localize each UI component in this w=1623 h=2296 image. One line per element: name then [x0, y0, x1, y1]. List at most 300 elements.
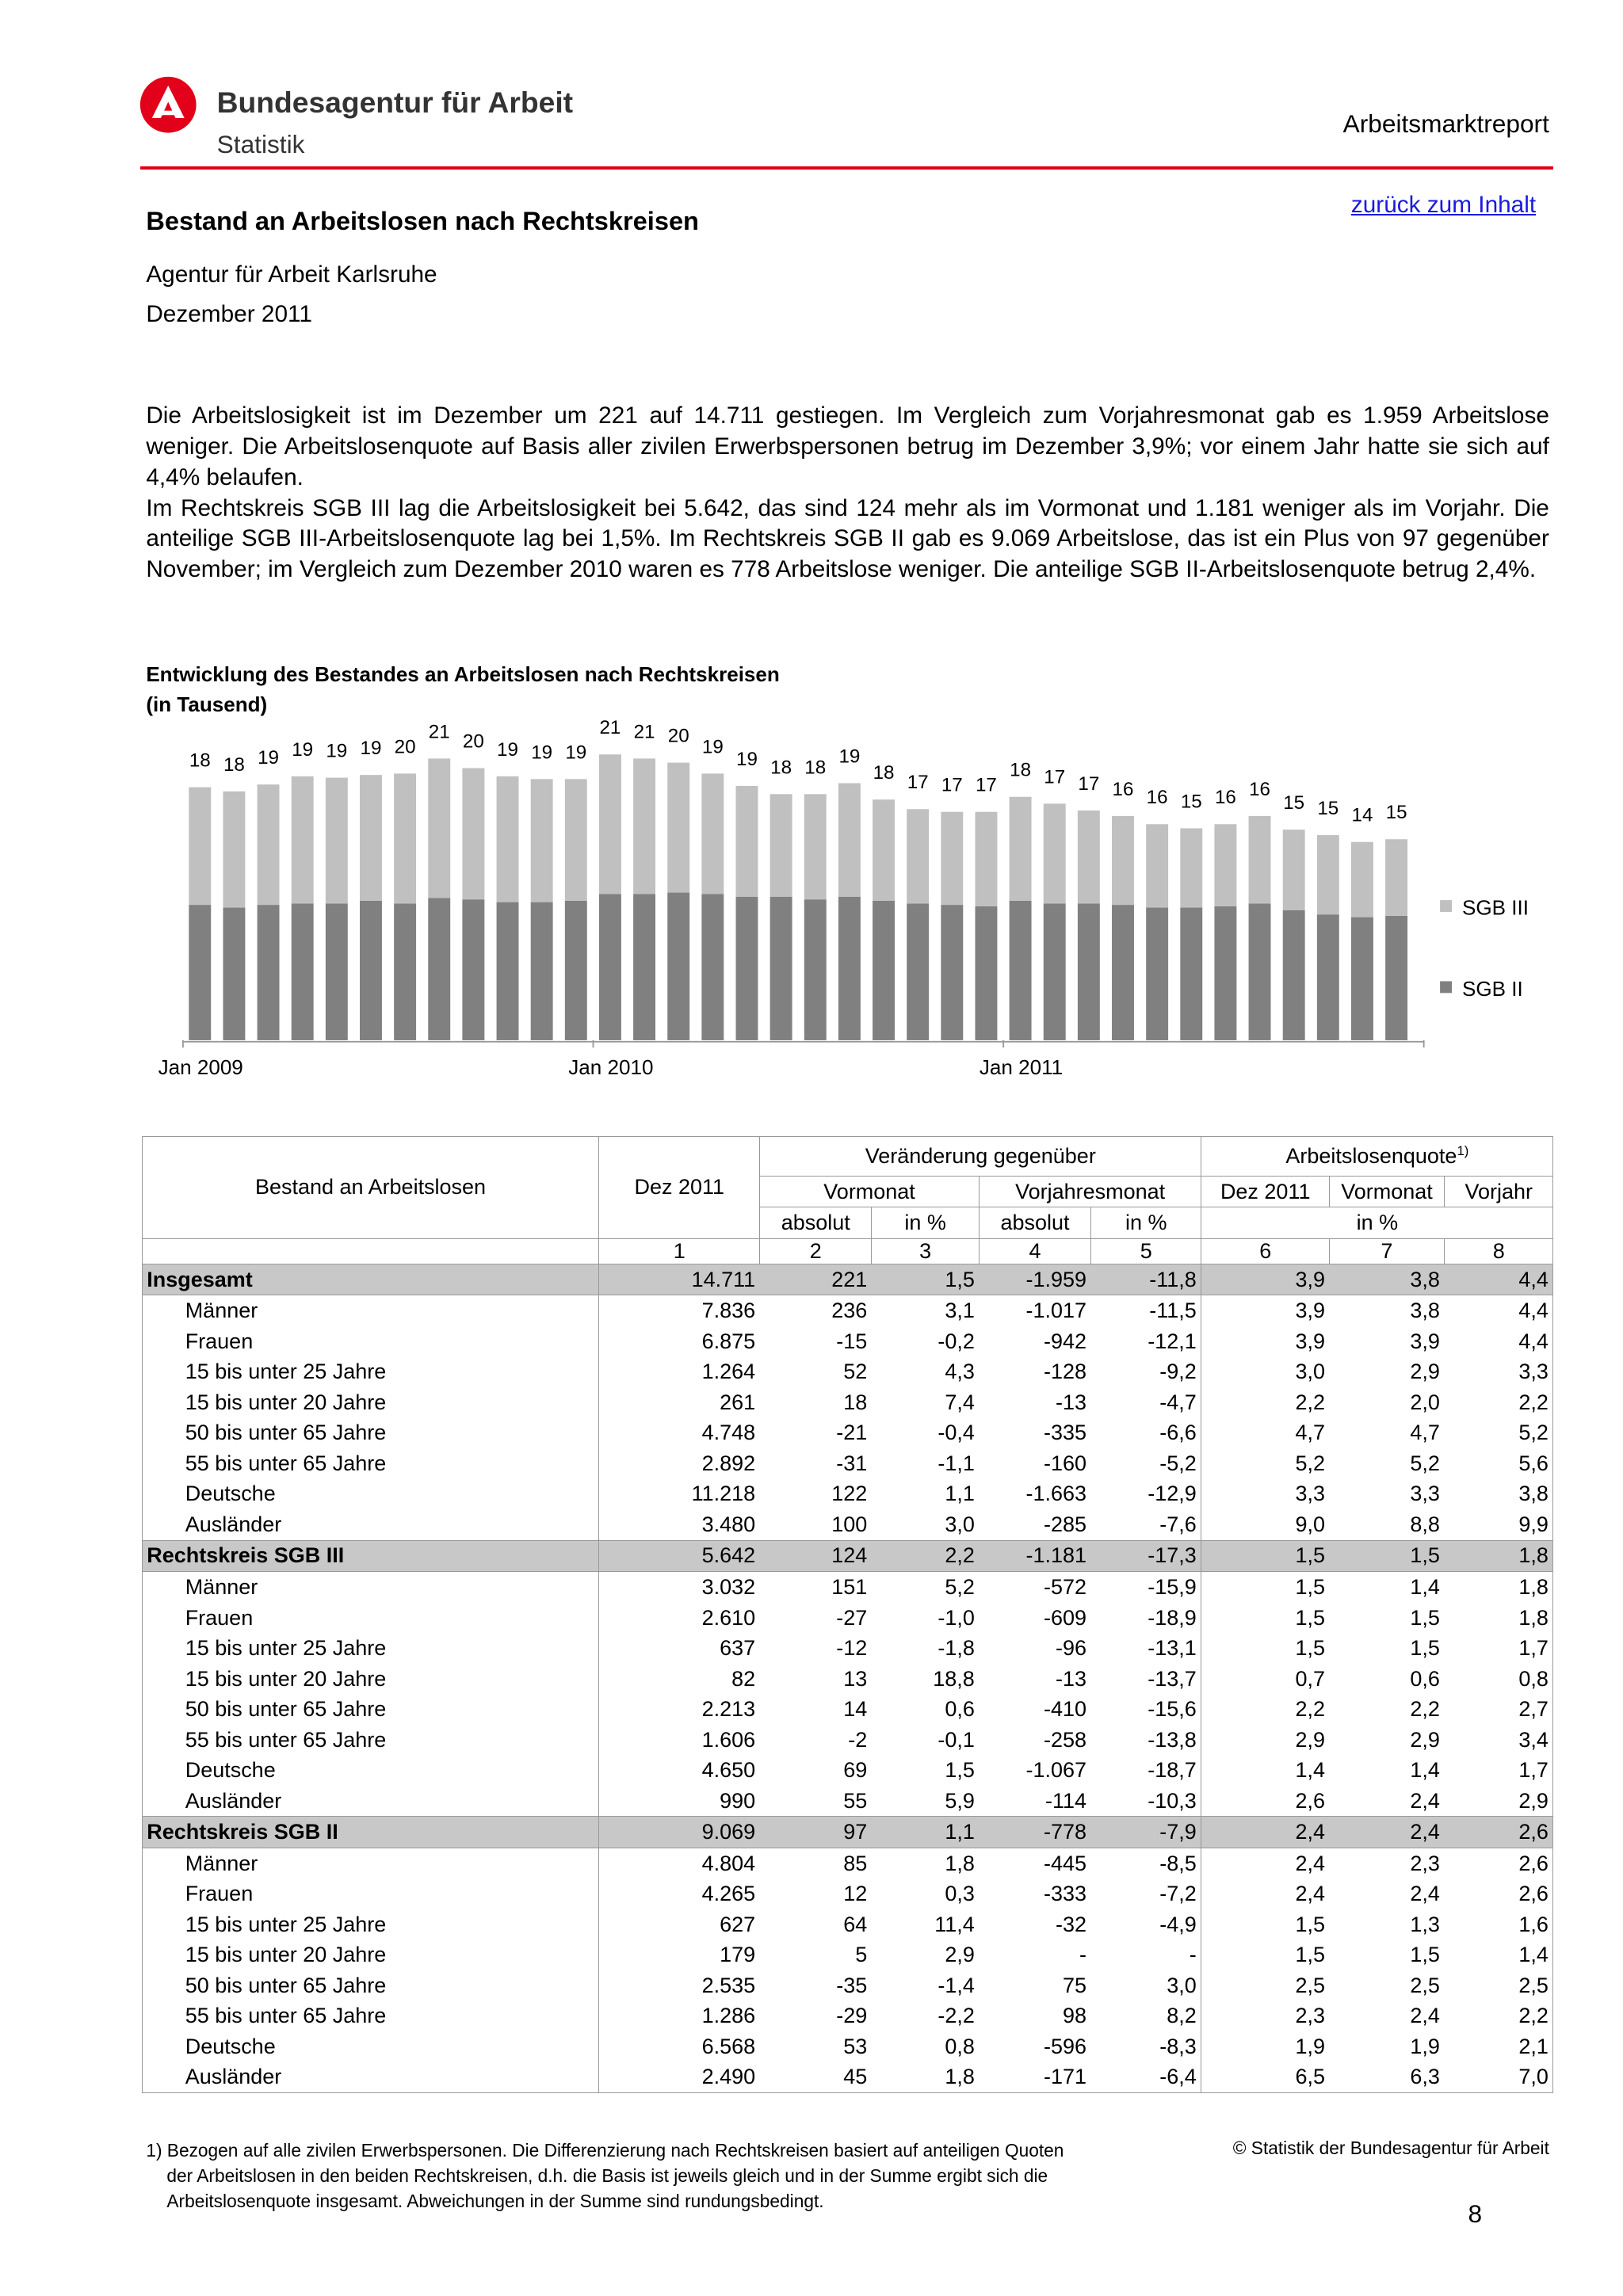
table-row: [142, 1694, 1553, 1725]
cell-value: 11.218: [599, 1479, 760, 1510]
row-label: Frauen: [142, 1879, 599, 1910]
total-label: 15: [1385, 801, 1407, 823]
cell-value: -: [1189, 1943, 1197, 1967]
cell-value: 3.032: [599, 1572, 760, 1603]
column-number: 3: [872, 1238, 980, 1264]
bar-sgb3: [531, 779, 553, 902]
cell-value: -13: [1055, 1390, 1086, 1414]
row-label: Ausländer: [142, 1509, 599, 1540]
x-tick-label: Jan 2009: [158, 1055, 243, 1079]
section-row: [142, 1540, 1553, 1572]
x-tick-label: Jan 2010: [568, 1055, 654, 1079]
total-label: 18: [804, 756, 827, 778]
bar-sgb2: [1044, 903, 1066, 1040]
cell-value: 122: [831, 1482, 868, 1506]
row-label: Männer: [142, 1295, 599, 1326]
cell-value: 5.642: [599, 1540, 760, 1572]
table-row: [142, 2031, 1553, 2062]
column-number: 4: [979, 1238, 1090, 1264]
total-label: 15: [1180, 790, 1202, 812]
table-row: [142, 1326, 1553, 1357]
cell-value: -1,8: [938, 1636, 975, 1661]
row-label: Deutsche: [142, 2031, 599, 2062]
cell-value: -31: [836, 1451, 868, 1475]
cell-value: -160: [1043, 1451, 1086, 1475]
table-row: [142, 1725, 1553, 1756]
bar-sgb3: [770, 794, 792, 896]
cell-value: -258: [1043, 1727, 1086, 1752]
cell-value: 1,4: [1201, 1755, 1330, 1786]
bar-sgb3: [1078, 810, 1100, 903]
total-label: 15: [1283, 791, 1305, 814]
cell-value: 2,6: [1201, 1786, 1330, 1817]
row-label: 15 bis unter 20 Jahre: [142, 1664, 599, 1695]
cell-value: -13: [1055, 1666, 1086, 1691]
total-label: 18: [770, 756, 792, 778]
cell-value: 0,7: [1201, 1664, 1330, 1695]
bar-sgb2: [360, 901, 382, 1040]
report-month: Dezember 2011: [146, 300, 312, 327]
cell-value: 7.836: [599, 1295, 760, 1326]
cell-value: -942: [1043, 1329, 1086, 1353]
bar-sgb2: [701, 894, 724, 1040]
cell-value: 2,2: [1201, 1694, 1330, 1725]
total-label: 15: [1317, 797, 1339, 819]
row-label: Ausländer: [142, 2062, 599, 2093]
footnote: [146, 2138, 1164, 2214]
table-row: [142, 1848, 1553, 1879]
cell-value: 2,1: [1444, 2031, 1552, 2062]
cell-value: 2,6: [1444, 1879, 1552, 1910]
row-label: Frauen: [142, 1603, 599, 1634]
header-q-vorjahr: Vorjahr: [1444, 1176, 1552, 1207]
row-label: Männer: [142, 1572, 599, 1603]
report-name: Arbeitsmarktreport: [1342, 109, 1549, 138]
cell-value: 1,5: [1201, 1909, 1330, 1940]
header-q-vormonat: Vormonat: [1330, 1176, 1445, 1207]
ba-logo-icon: [139, 75, 197, 134]
cell-value: -5,2: [1159, 1451, 1197, 1475]
cell-value: 52: [843, 1360, 868, 1384]
bar-sgb3: [1112, 816, 1134, 905]
cell-value: -596: [1043, 2034, 1086, 2058]
row-label: 50 bis unter 65 Jahre: [142, 1694, 599, 1725]
cell-value: 98: [1062, 2004, 1086, 2028]
legend-label: SGB III: [1462, 895, 1529, 920]
header-quote-text: Arbeitslosenquote: [1285, 1144, 1457, 1169]
empty-cell: [142, 1238, 599, 1264]
cell-value: -12: [836, 1636, 868, 1661]
bar-sgb2: [223, 907, 245, 1039]
cell-value: 2,5: [1410, 1973, 1440, 1997]
cell-value: -96: [1055, 1636, 1086, 1661]
cell-value: -0,4: [938, 1421, 975, 1445]
cell-value: 3,0: [1201, 1357, 1330, 1388]
bar-sgb2: [838, 896, 861, 1039]
table-row: [142, 1664, 1553, 1695]
cell-value: 3,8: [1330, 1264, 1445, 1295]
row-label: Männer: [142, 1848, 599, 1879]
bar-sgb2: [941, 905, 963, 1040]
column-number: 5: [1091, 1238, 1201, 1264]
bar-sgb2: [292, 903, 314, 1040]
cell-value: -1.663: [1025, 1482, 1086, 1506]
table-row: [142, 1970, 1553, 2001]
bar-sgb2: [1351, 917, 1373, 1039]
cell-value: 179: [599, 1940, 760, 1971]
chart-title-text: Entwicklung des Bestandes an Arbeitslosen nach Rechtskreisen: [146, 662, 780, 687]
cell-value: 1.286: [599, 2001, 760, 2032]
cell-value: -7,9: [1091, 1817, 1201, 1848]
cell-value: 1,8: [945, 1851, 975, 1875]
header-pct: in %: [1091, 1207, 1201, 1239]
cell-value: 1,4: [1410, 1758, 1440, 1783]
table-row: [142, 2062, 1553, 2093]
cell-value: 5,2: [1201, 1448, 1330, 1479]
bar-sgb3: [1146, 824, 1168, 907]
bar-sgb2: [531, 902, 553, 1039]
bar-sgb2: [326, 903, 348, 1040]
bar-sgb3: [1283, 830, 1305, 910]
bar-sgb2: [1078, 903, 1100, 1040]
table-row: [142, 1295, 1553, 1326]
cell-value: -1.067: [1025, 1758, 1086, 1783]
cell-value: 1,5: [1201, 1940, 1330, 1971]
cell-value: 2,2: [1201, 1387, 1330, 1418]
stacked-bar-chart: [0, 716, 1623, 1092]
table-row: [142, 1879, 1553, 1910]
row-label: Ausländer: [142, 1786, 599, 1817]
cell-value: 11,4: [934, 1912, 975, 1936]
cell-value: 100: [831, 1512, 868, 1536]
table-row: [142, 1357, 1553, 1388]
cell-value: -0,2: [938, 1329, 975, 1353]
cell-value: 1,8: [872, 2062, 980, 2093]
table-row: [142, 2001, 1553, 2032]
cell-value: 990: [599, 1786, 760, 1817]
cell-value: -8,3: [1159, 2034, 1197, 2058]
cell-value: -4,7: [1159, 1390, 1197, 1414]
total-label: 19: [292, 738, 314, 761]
footnote-ref: 1): [1457, 1143, 1469, 1159]
table-row: [142, 1418, 1553, 1449]
bar-sgb3: [462, 768, 484, 899]
cell-value: 18: [843, 1390, 868, 1414]
cell-value: 1,5: [872, 1264, 980, 1295]
cell-value: -17,3: [1091, 1540, 1201, 1572]
column-number: 2: [760, 1238, 872, 1264]
cell-value: 4,4: [1444, 1295, 1552, 1326]
cell-value: -1.017: [1025, 1299, 1086, 1323]
cell-value: 3,1: [945, 1299, 975, 1323]
cell-value: -11,5: [1149, 1299, 1197, 1323]
cell-value: -9,2: [1159, 1360, 1197, 1384]
cell-value: 0,8: [945, 2034, 975, 2058]
cell-value: -13,7: [1148, 1666, 1197, 1691]
bar-sgb2: [1180, 907, 1202, 1039]
chart-title: [146, 659, 780, 719]
table-row: [142, 1387, 1553, 1418]
row-label: 15 bis unter 25 Jahre: [142, 1909, 599, 1940]
header-pct: in %: [1201, 1207, 1553, 1239]
cell-value: 4.265: [599, 1879, 760, 1910]
cell-value: 637: [599, 1633, 760, 1664]
bar-sgb2: [736, 896, 758, 1039]
cell-value: -333: [1043, 1882, 1086, 1906]
bar-sgb3: [736, 786, 758, 897]
cell-value: 0,6: [945, 1697, 975, 1722]
cell-value: 3,8: [1444, 1479, 1552, 1510]
back-to-contents-link[interactable]: zurück zum Inhalt: [1350, 192, 1537, 219]
bar-sgb2: [1249, 903, 1271, 1040]
row-label: 15 bis unter 20 Jahre: [142, 1387, 599, 1418]
total-label: 19: [838, 746, 861, 768]
cell-value: 5,2: [1410, 1451, 1440, 1475]
total-label: 17: [941, 774, 963, 796]
bar-sgb2: [633, 894, 655, 1040]
cell-value: -572: [1043, 1574, 1086, 1599]
cell-value: -114: [1044, 1788, 1086, 1813]
cell-value: 7,4: [945, 1390, 975, 1414]
cell-value: 2.535: [599, 1970, 760, 2001]
column-number: 1: [599, 1238, 760, 1264]
cell-value: -6,6: [1159, 1421, 1197, 1445]
cell-value: 236: [831, 1299, 868, 1323]
cell-value: 2,9: [1201, 1725, 1330, 1756]
cell-value: 1,5: [1410, 1605, 1440, 1630]
cell-value: 4.650: [599, 1755, 760, 1786]
total-label: 16: [1214, 786, 1236, 808]
row-label: Rechtskreis SGB II: [142, 1817, 599, 1848]
bar-sgb3: [941, 811, 963, 904]
cell-value: 53: [843, 2034, 868, 2058]
row-label: Insgesamt: [142, 1264, 599, 1295]
cell-value: 1,3: [1410, 1912, 1440, 1936]
bar-sgb3: [1044, 803, 1066, 903]
bar-sgb2: [907, 903, 929, 1040]
row-label: 50 bis unter 65 Jahre: [142, 1418, 599, 1449]
bar-sgb2: [770, 896, 792, 1039]
cell-value: -7,6: [1159, 1512, 1197, 1536]
row-label: Deutsche: [142, 1755, 599, 1786]
cell-value: 627: [599, 1909, 760, 1940]
cell-value: 0,8: [1444, 1664, 1552, 1695]
table-row: [142, 1633, 1553, 1664]
cell-value: 18,8: [933, 1666, 975, 1691]
cell-value: 3,0: [1167, 1973, 1197, 1997]
cell-value: -6,4: [1091, 2062, 1201, 2093]
bar-sgb3: [1180, 828, 1202, 907]
header-vormonat: Vormonat: [760, 1176, 980, 1207]
cell-value: -445: [1043, 1851, 1086, 1875]
summary-paragraph: Die Arbeitslosigkeit ist im Dezember um 221 auf 14.711 gestiegen. Im Vergleich zum Vorjahresmonat gab es 1.959 Arbeitslose weniger. Die Arbeitslosenquote auf Basis aller zivilen Erwerbspersonen betrug im Dezember 3,9%; vor einem Jahr hatte sie sich auf 4,4% belaufen.: [146, 402, 1549, 490]
cell-value: -32: [1055, 1912, 1086, 1936]
copyright: © Statistik der Bundesagentur für Arbeit: [1232, 2137, 1549, 2158]
cell-value: 5,2: [1444, 1418, 1552, 1449]
cell-value: 3.480: [599, 1509, 760, 1540]
cell-value: -10,3: [1148, 1788, 1197, 1813]
cell-value: 2,6: [1444, 1817, 1552, 1848]
cell-value: -2,2: [938, 2004, 975, 2028]
cell-value: -27: [836, 1605, 868, 1630]
total-label: 21: [428, 720, 450, 742]
header-divider: [140, 166, 1554, 170]
cell-value: 2,9: [1444, 1786, 1552, 1817]
cell-value: -128: [1043, 1360, 1086, 1384]
total-label: 18: [189, 749, 211, 772]
table-row: [142, 1786, 1553, 1817]
cell-value: -1.959: [979, 1264, 1090, 1295]
cell-value: 2,9: [1410, 1360, 1440, 1384]
cell-value: 2,2: [1444, 2001, 1552, 2032]
bar-sgb2: [1317, 914, 1339, 1040]
cell-value: 3,3: [1201, 1479, 1330, 1510]
cell-value: 2,4: [1201, 1848, 1330, 1879]
total-label: 20: [394, 735, 416, 757]
header-change: Veränderung gegenüber: [760, 1136, 1201, 1176]
total-label: 20: [667, 725, 689, 747]
unemployment-table: [142, 1136, 1554, 2094]
cell-value: 5: [855, 1943, 868, 1967]
bar-sgb3: [873, 799, 895, 901]
legend-label: SGB II: [1462, 976, 1523, 1001]
cell-value: 1,1: [872, 1817, 980, 1848]
cell-value: 82: [599, 1664, 760, 1695]
cell-value: -35: [836, 1973, 868, 1997]
total-label: 19: [736, 748, 758, 770]
cell-value: 2.490: [599, 2062, 760, 2093]
bar-sgb3: [223, 791, 245, 907]
row-label: Deutsche: [142, 1479, 599, 1510]
bar-sgb3: [975, 811, 997, 906]
bar-sgb2: [565, 901, 587, 1040]
cell-value: 45: [760, 2062, 872, 2093]
cell-value: 2.610: [599, 1603, 760, 1634]
cell-value: 1,9: [1201, 2031, 1330, 2062]
cell-value: 1,8: [1444, 1603, 1552, 1634]
cell-value: 5,9: [945, 1788, 975, 1813]
cell-value: -285: [1043, 1512, 1086, 1536]
cell-value: 2,4: [1201, 1817, 1330, 1848]
total-label: 19: [497, 738, 518, 761]
cell-value: -12,1: [1148, 1329, 1197, 1353]
cell-value: -29: [836, 2004, 868, 2028]
cell-value: 221: [760, 1264, 872, 1295]
cell-value: 151: [831, 1574, 868, 1599]
cell-value: 6,3: [1330, 2062, 1445, 2093]
section-row: [142, 1817, 1553, 1848]
bar-sgb2: [975, 906, 997, 1039]
bar-sgb2: [1385, 915, 1407, 1039]
cell-value: 14: [843, 1697, 868, 1722]
cell-value: 2,6: [1444, 1848, 1552, 1879]
cell-value: 2,9: [1410, 1727, 1440, 1752]
cell-value: 6.568: [599, 2031, 760, 2062]
cell-value: 55: [843, 1788, 868, 1813]
column-number: 8: [1444, 1238, 1552, 1264]
cell-value: 3,4: [1444, 1725, 1552, 1756]
row-label: 55 bis unter 65 Jahre: [142, 2001, 599, 2032]
cell-value: 2.892: [599, 1448, 760, 1479]
cell-value: -171: [979, 2062, 1090, 2093]
row-label: Frauen: [142, 1326, 599, 1357]
cell-value: -778: [979, 1817, 1090, 1848]
cell-value: 9,9: [1444, 1509, 1552, 1540]
cell-value: -410: [1043, 1697, 1086, 1722]
bar-sgb2: [1112, 905, 1134, 1040]
table-row: [142, 1603, 1553, 1634]
cell-value: 1,5: [945, 1758, 975, 1783]
cell-value: 2,0: [1410, 1390, 1440, 1414]
header-stock: Bestand an Arbeitslosen: [142, 1136, 599, 1238]
table-row: [142, 1940, 1553, 1971]
cell-value: 1,5: [1330, 1540, 1445, 1572]
column-number: 7: [1330, 1238, 1445, 1264]
row-label: Rechtskreis SGB III: [142, 1540, 599, 1572]
bar-sgb3: [838, 783, 861, 896]
cell-value: -21: [836, 1421, 868, 1445]
cell-value: 1,5: [1201, 1633, 1330, 1664]
cell-value: 1,5: [1201, 1572, 1330, 1603]
total-label: 21: [599, 716, 621, 738]
cell-value: 4,7: [1201, 1418, 1330, 1449]
header-pct: in %: [872, 1207, 980, 1239]
bar-sgb3: [1249, 816, 1271, 903]
total-label: 16: [1112, 778, 1134, 800]
cell-value: 8,2: [1167, 2004, 1197, 2028]
cell-value: 1,6: [1444, 1909, 1552, 1940]
cell-value: 2,7: [1444, 1694, 1552, 1725]
total-label: 19: [701, 735, 724, 757]
total-label: 18: [223, 753, 245, 776]
footnote-line: Arbeitslosenquote insgesamt. Abweichungen in der Summe sind rundungsbedingt.: [166, 2191, 824, 2212]
bar-sgb2: [1146, 907, 1168, 1039]
x-tick-label: Jan 2011: [979, 1055, 1064, 1079]
cell-value: 0,6: [1410, 1666, 1440, 1691]
cell-value: 1,9: [1410, 2034, 1440, 2058]
total-label: 17: [907, 771, 929, 793]
bar-sgb3: [1351, 841, 1373, 917]
cell-value: 14.711: [599, 1264, 760, 1295]
cell-value: 2,5: [1201, 1970, 1330, 2001]
cell-value: 2,4: [1201, 1879, 1330, 1910]
cell-value: -1,4: [938, 1973, 975, 1997]
row-label: 55 bis unter 65 Jahre: [142, 1448, 599, 1479]
table-row: [142, 1509, 1553, 1540]
total-label: 21: [633, 720, 655, 742]
cell-value: -18,9: [1148, 1605, 1197, 1630]
cell-value: -2: [848, 1727, 868, 1752]
bar-sgb3: [701, 773, 724, 894]
cell-value: 2.213: [599, 1694, 760, 1725]
cell-value: 3,3: [1444, 1357, 1552, 1388]
cell-value: 12: [843, 1882, 868, 1906]
row-label: 55 bis unter 65 Jahre: [142, 1725, 599, 1756]
cell-value: 1,5: [1410, 1636, 1440, 1661]
table-row: [142, 1479, 1553, 1510]
cell-value: 1,1: [945, 1482, 975, 1506]
cell-value: 7,0: [1444, 2062, 1552, 2093]
cell-value: 4,3: [945, 1360, 975, 1384]
page-title: Bestand an Arbeitslosen nach Rechtskreisen: [146, 206, 699, 235]
cell-value: 1.264: [599, 1357, 760, 1388]
cell-value: -15,9: [1148, 1574, 1197, 1599]
cell-value: 13: [843, 1666, 868, 1691]
bar-sgb3: [326, 777, 348, 903]
bar-sgb2: [258, 905, 280, 1040]
cell-value: 3,0: [945, 1512, 975, 1536]
cell-value: 2,9: [945, 1943, 975, 1967]
